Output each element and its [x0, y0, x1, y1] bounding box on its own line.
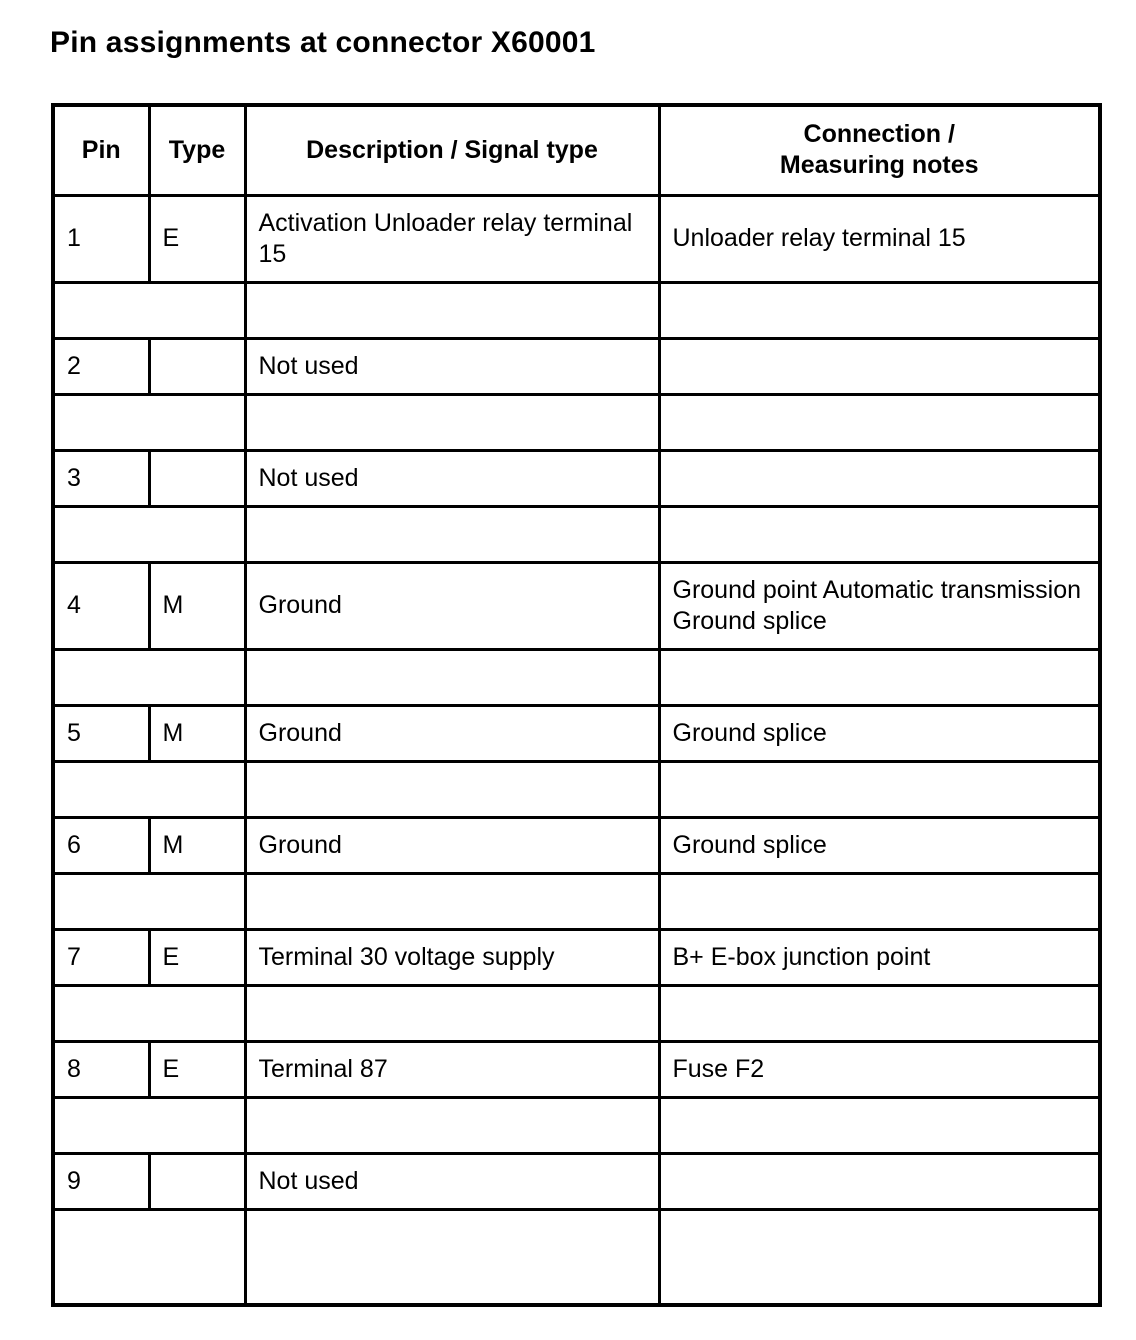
- spacer-cell: [659, 282, 1100, 338]
- cell-connection: B+ E-box junction point: [659, 929, 1100, 985]
- spacer-cell: [659, 1097, 1100, 1153]
- spacer-cell: [53, 1209, 245, 1305]
- spacer-cell: [245, 873, 659, 929]
- spacer-cell: [53, 282, 245, 338]
- spacer-cell: [53, 506, 245, 562]
- spacer-cell: [659, 394, 1100, 450]
- cell-type: E: [149, 195, 245, 282]
- spacer-cell: [53, 394, 245, 450]
- spacer-cell: [245, 985, 659, 1041]
- cell-type: M: [149, 817, 245, 873]
- cell-pin: 9: [53, 1153, 149, 1209]
- header-pin: Pin: [53, 105, 149, 195]
- spacer-row: [53, 649, 1100, 705]
- cell-description: Ground: [245, 562, 659, 649]
- spacer-cell: [245, 761, 659, 817]
- cell-connection: Ground splice: [659, 817, 1100, 873]
- cell-description: Terminal 30 voltage supply: [245, 929, 659, 985]
- table-row: [53, 929, 1100, 985]
- header-connection-line1: Connection /: [803, 120, 955, 149]
- cell-type: M: [149, 562, 245, 649]
- spacer-cell: [659, 649, 1100, 705]
- cell-connection: [659, 450, 1100, 506]
- cell-description: Terminal 87: [245, 1041, 659, 1097]
- cell-description: Ground: [245, 817, 659, 873]
- spacer-cell: [53, 1097, 245, 1153]
- spacer-cell: [53, 761, 245, 817]
- cell-pin: 1: [53, 195, 149, 282]
- spacer-cell: [53, 649, 245, 705]
- spacer-row: [53, 282, 1100, 338]
- cell-pin: 7: [53, 929, 149, 985]
- cell-description: Activation Unloader relay terminal 15: [245, 195, 659, 282]
- cell-description: Ground: [245, 705, 659, 761]
- cell-pin: 5: [53, 705, 149, 761]
- page-title: Pin assignments at connector X60001: [50, 26, 596, 59]
- spacer-cell: [245, 394, 659, 450]
- cell-description: Not used: [245, 1153, 659, 1209]
- spacer-row: [53, 506, 1100, 562]
- table-row: [53, 1153, 1100, 1209]
- spacer-row: [53, 761, 1100, 817]
- spacer-cell: [245, 282, 659, 338]
- cell-pin: 8: [53, 1041, 149, 1097]
- header-connection: [659, 105, 1100, 195]
- header-description: Description / Signal type: [245, 105, 659, 195]
- cell-connection: Fuse F2: [659, 1041, 1100, 1097]
- spacer-cell: [659, 1209, 1100, 1305]
- table-row: [53, 562, 1100, 649]
- cell-type: M: [149, 705, 245, 761]
- spacer-cell: [245, 1209, 659, 1305]
- spacer-row: [53, 1209, 1100, 1305]
- cell-pin: 4: [53, 562, 149, 649]
- spacer-cell: [659, 506, 1100, 562]
- spacer-cell: [53, 985, 245, 1041]
- spacer-cell: [245, 1097, 659, 1153]
- cell-type: E: [149, 929, 245, 985]
- spacer-cell: [245, 506, 659, 562]
- table-row: [53, 195, 1100, 282]
- table-row: [53, 817, 1100, 873]
- cell-pin: 6: [53, 817, 149, 873]
- table-row: [53, 450, 1100, 506]
- cell-pin: 2: [53, 338, 149, 394]
- spacer-cell: [659, 985, 1100, 1041]
- cell-connection: Ground splice: [659, 705, 1100, 761]
- header-type: Type: [149, 105, 245, 195]
- cell-type: E: [149, 1041, 245, 1097]
- cell-pin: 3: [53, 450, 149, 506]
- spacer-row: [53, 985, 1100, 1041]
- cell-connection: Ground point Automatic transmission Ground splice: [659, 562, 1100, 649]
- spacer-cell: [659, 761, 1100, 817]
- pin-assignment-table: [51, 103, 1102, 1307]
- cell-type: [149, 338, 245, 394]
- spacer-row: [53, 1097, 1100, 1153]
- cell-type: [149, 1153, 245, 1209]
- spacer-row: [53, 394, 1100, 450]
- spacer-row: [53, 873, 1100, 929]
- cell-description: Not used: [245, 338, 659, 394]
- table-header-row: [53, 105, 1100, 195]
- cell-connection: Unloader relay terminal 15: [659, 195, 1100, 282]
- cell-connection: [659, 1153, 1100, 1209]
- header-connection-line2: Measuring notes: [779, 151, 979, 180]
- spacer-cell: [659, 873, 1100, 929]
- table-row: [53, 338, 1100, 394]
- spacer-cell: [53, 873, 245, 929]
- cell-description: Not used: [245, 450, 659, 506]
- spacer-cell: [245, 649, 659, 705]
- cell-type: [149, 450, 245, 506]
- table-row: [53, 1041, 1100, 1097]
- table-row: [53, 705, 1100, 761]
- cell-connection: [659, 338, 1100, 394]
